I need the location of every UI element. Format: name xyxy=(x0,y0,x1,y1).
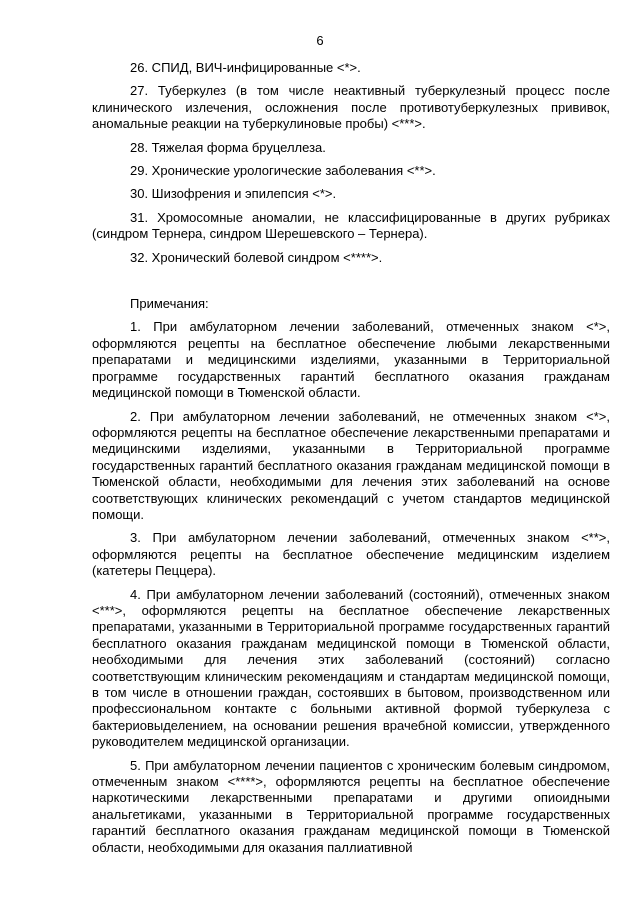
list-item-27: 27. Туберкулез (в том числе неактивный туберкулезный процесс после клинического излечения, осложнения после противотуберкулезных прививок, аномальные реакции на туберкулиновые пробы) <***>. xyxy=(92,83,610,132)
list-item-32: 32. Хронический болевой синдром <****>. xyxy=(130,249,383,265)
notes-title: Примечания: xyxy=(130,296,209,312)
note-2: 2. При амбулаторном лечении заболеваний, не отмеченных знаком <*>, оформляются рецепты на бесплатное обеспечение лекарственными препаратами и медицинскими изделиями, указанными в Территориальной программе государственных гарантий бесплатного оказания гражданам медицинской помощи в Тюменской области, необходимыми для лечения этих заболеваний на основе соответствующих клинических рекомендаций с учетом стандартов медицинской помощи. xyxy=(92,408,610,522)
list-item-29: 29. Хронические урологические заболевания <**>. xyxy=(130,163,436,179)
list-item-28: 28. Тяжелая форма бруцеллеза. xyxy=(130,139,326,155)
note-1: 1. При амбулаторном лечении заболеваний, отмеченных знаком <*>, оформляются рецепты на бесплатное обеспечение любыми лекарственными препаратами и медицинскими изделиями, указанными в Территориальной программе государственных гарантий бесплатного оказания гражданам медицинской помощи в Тюменской области. xyxy=(92,319,610,401)
note-5: 5. При амбулаторном лечении пациентов с хроническим болевым синдромом, отмеченным знаком <****>, оформляются рецепты на бесплатное обеспечение наркотическими лекарственными препаратами и другими опиоидными анальгетиками, указанными в Территориальной программе государственных гарантий бесплатного оказания гражданам медицинской помощи в Тюменской области, необходимыми для оказания паллиативной xyxy=(92,757,610,855)
page-number: 6 xyxy=(316,33,324,48)
note-4: 4. При амбулаторном лечении заболеваний (состояний), отмеченных знаком <***>, оформляются рецепты на бесплатное обеспечение лекарственных препаратами, указанными в Территориальной программе государственных гарантий бесплатного оказания гражданам медицинской помощи в Тюменской области, необходимыми для лечения этих заболеваний (состояний) согласно соответствующим клиническим рекомендациям и стандартам медицинской помощи, в том числе в отношении граждан, состоявших в бытовом, производственном или профессиональном контакте с больными активной формой туберкулеза с бактериовыделением, на основании решения врачебной комиссии, утвержденного руководителем медицинской организации. xyxy=(92,586,610,750)
list-item-30: 30. Шизофрения и эпилепсия <*>. xyxy=(130,186,337,202)
note-3: 3. При амбулаторном лечении заболеваний, отмеченных знаком <**>, оформляются рецепты на бесплатное обеспечение медицинским изделием (катетеры Пеццера). xyxy=(92,530,610,579)
list-item-31: 31. Хромосомные аномалии, не классифицированные в других рубриках (синдром Тернера, синдром Шерешевского – Тернера). xyxy=(92,209,610,242)
document-body xyxy=(92,60,610,863)
list-item-26: 26. СПИД, ВИЧ-инфицированные <*>. xyxy=(130,60,361,75)
